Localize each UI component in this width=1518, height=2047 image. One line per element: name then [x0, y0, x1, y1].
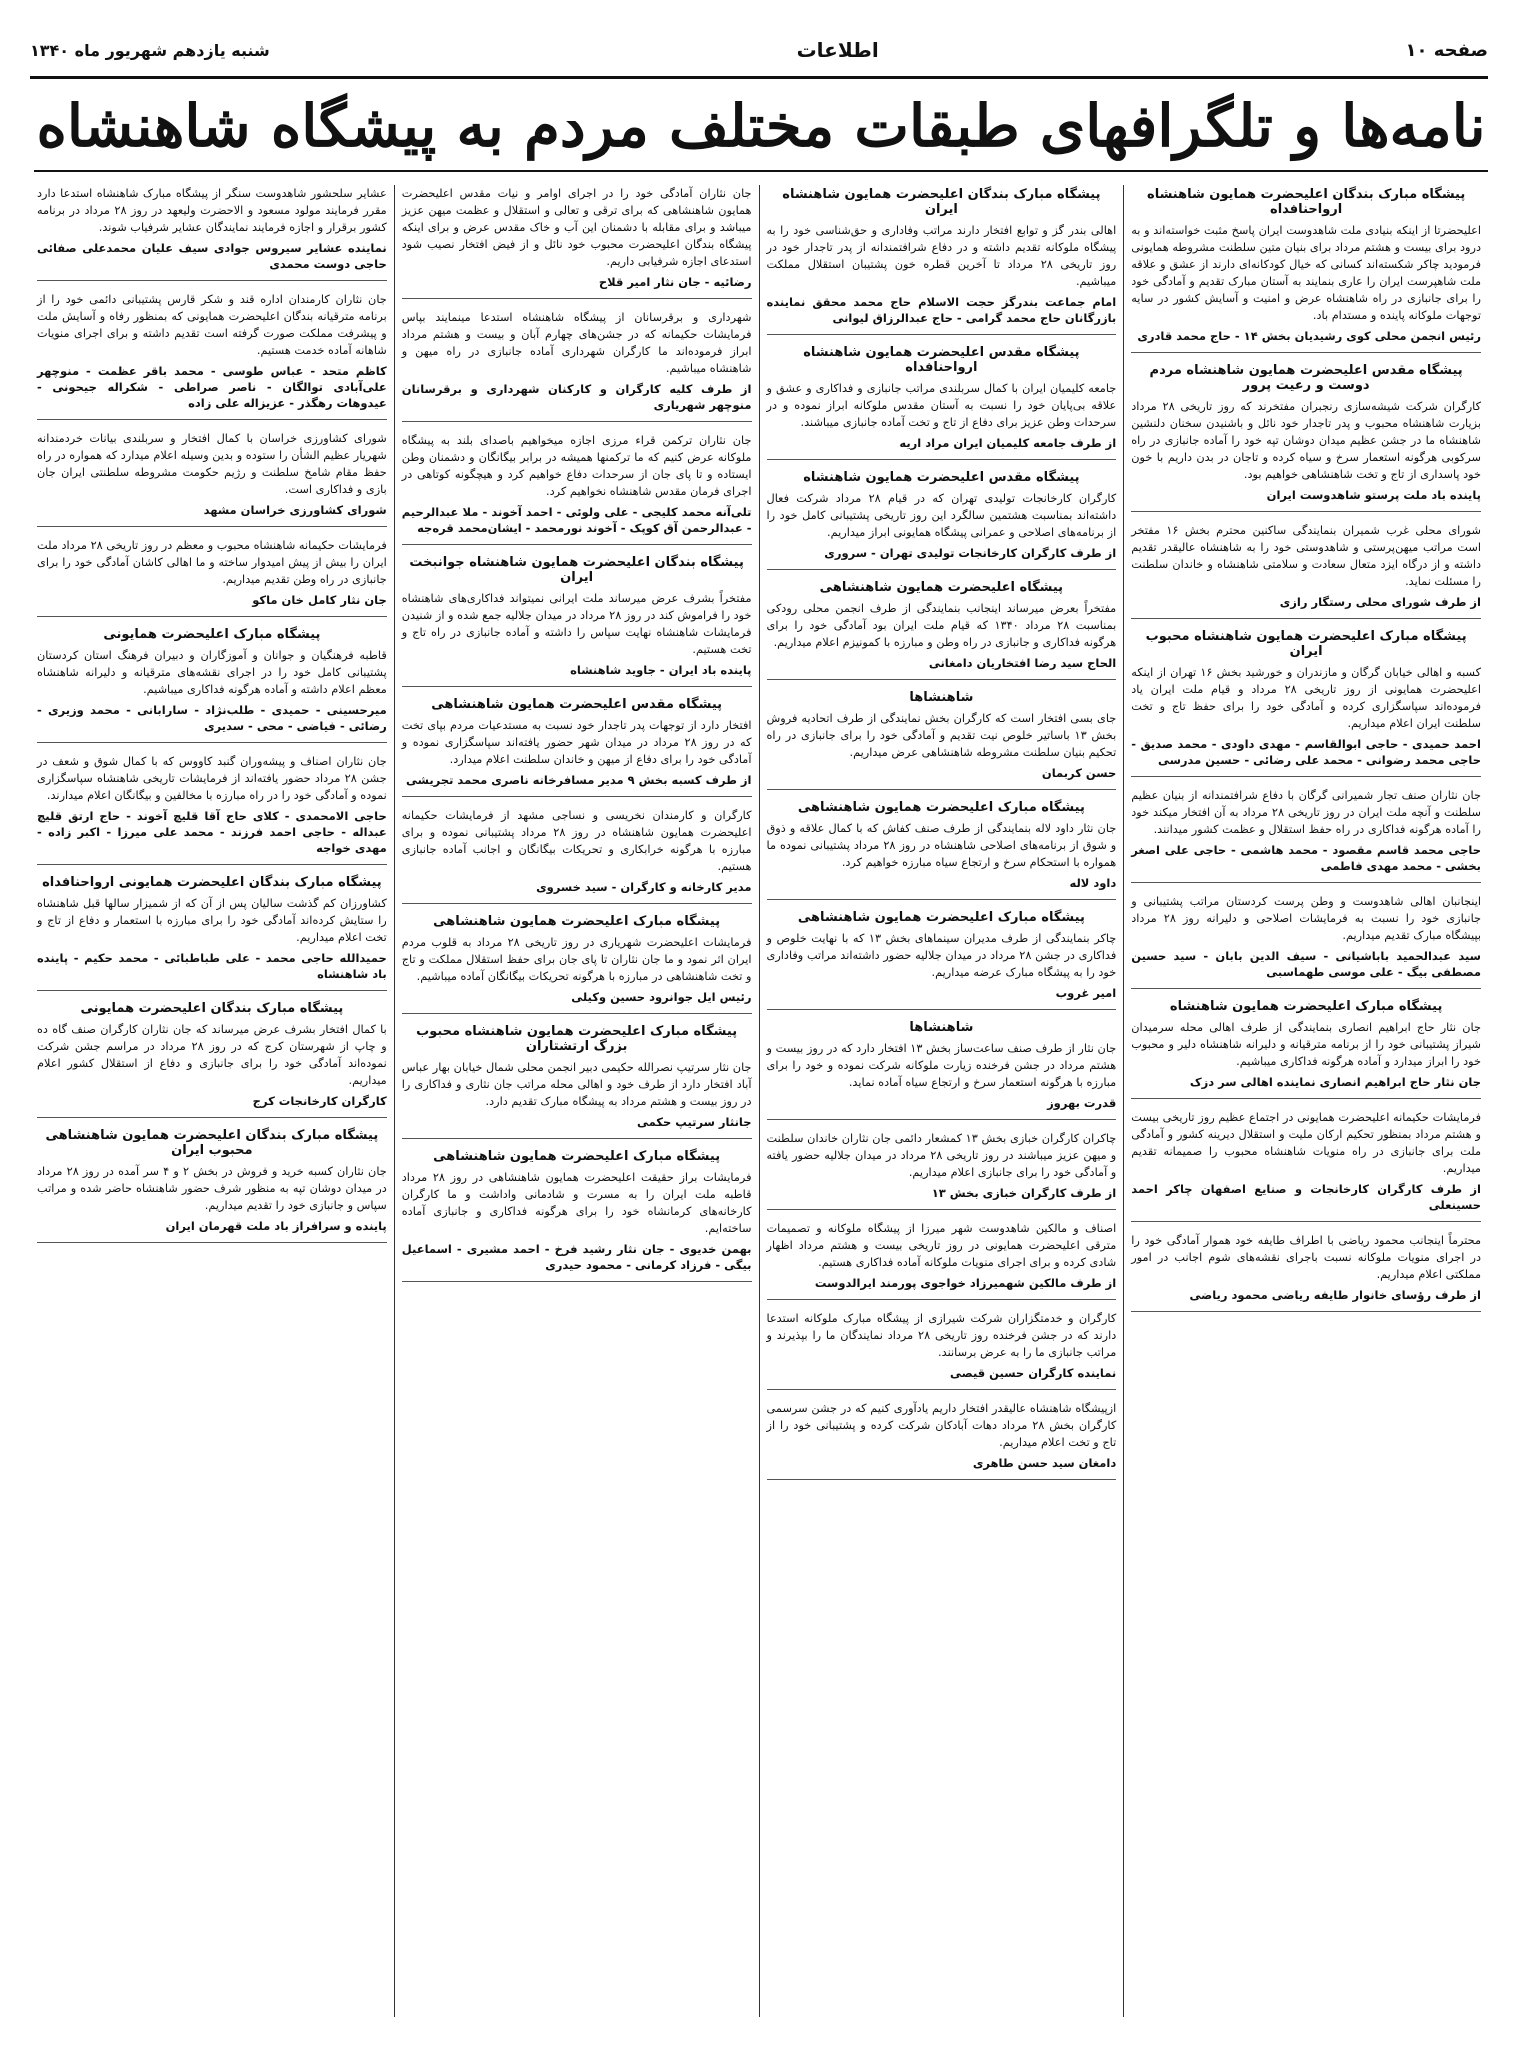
article-heading: پیشگاه مبارک بندگان اعلیحضرت همایون شاهنشاه ایران [782, 187, 1101, 217]
article-signature: نماینده کارگران حسین قیصی [949, 1366, 1117, 1380]
article-heading: پیشگاه مبارک اعلیحضرت همایون شاهنشاهی [433, 1149, 721, 1164]
article-body: جان نثاران صنف تجار شمیرانی گرگان با دفاع شرافتمندانه از بنیان عظیم سلطنت و آنچه ملت ایران در روز تاریخی ۲۸ مرداد به آن افتخار میکند خود را آماده هرگونه فداکاری در راه حفظ استقلال و عظمت کشور میدانند. [1131, 789, 1481, 836]
article-heading: پیشگاه مبارک بندگان اعلیحضرت همایون شاهنشاهی محبوب ایران [45, 1128, 379, 1158]
article-signature: پاینده باد ملت پرستو شاهدوست ایران [1266, 488, 1481, 502]
article-body: چاکران کارگران خبازی بخش ۱۳ کمشعار دائمی جان نثاران خاندان سلطنت و میهن عزیز میباشند در روز تاریخی ۲۸ مرداد در میدان جلالیه حضور یافته و آمادگی خود را برای جانبازی اعلام میداریم. [766, 1132, 1117, 1179]
article [37, 875, 387, 991]
article-signature: جان نثار حاج ابراهیم انصاری نماینده اهالی سر دزک [1189, 1075, 1481, 1089]
article-body: شهرداری و برقرسانان از پیشگاه شاهنشاه استدعا مینمایند بپاس فرمایشات حکیمانه که در جشن‌های چهارم آبان و بیست و هشتم مرداد ابراز فرموده‌اند ما کارگران شهرداری آماده جانبازی در راه میهن و شاهنشاه میباشیم. [401, 311, 752, 375]
article-signature: از طرف شورای محلی رستگار رازی [1279, 595, 1481, 609]
article [37, 627, 387, 743]
article-body: کشاورزان کم گذشت سالیان پس از آن که از شمیزار سالها قبل شاهنشاه را ستایش کرده‌اند آمادگی خود را برای مبارزه با استعمار و دفاع از تاج و تخت اعلام میداریم. [37, 897, 387, 944]
article-signature: از طرف رؤسای خانوار طایفه ریاضی محمود ریاضی [1189, 1288, 1481, 1302]
issue-date: شنبه یازدهم شهریور ماه ۱۳۴۰ [30, 40, 270, 60]
article-signature: حسن کربمان [1041, 766, 1117, 780]
article-body: مفتخراً بشرف عرض میرساند ملت ایرانی نمیتواند فداکاری‌های شاهنشاه خود را فراموش کند در روز ۲۸ مرداد در میدان جلالیه جمع شده و از شنیدن فرمایشات شاهنشاه نهایت سپاس را داشته و آماده جانبازی در راه تاج و تخت هستیم. [401, 592, 752, 656]
article-body: جامعه کلیمیان ایران با کمال سربلندی مراتب جانبازی و فداکاری و عشق و علاقه بی‌پایان خود را نسبت به آستان مقدس ملوکانه ابراز نموده و در سرحدات وطن عزیز برای دفاع از تاج و تخت آماده جانبازی میباشند. [766, 382, 1117, 429]
article-signature: از طرف کارگران خبازی بخش ۱۳ [931, 1186, 1117, 1200]
article-body: اهالی بندر گز و توابع افتخار دارند مراتب وفاداری و حق‌شناسی خود را به پیشگاه ملوکانه تقدیم داشته و در دفاع شرافتمندانه از پدر تاجدار خود در روز تاریخی ۲۸ مرداد تا آخرین قطره خون پشتیبان استقلال مملکت میباشیم. [766, 224, 1117, 288]
article-heading: پیشگاه مبارک اعلیحضرت همایون شاهنشاهی [433, 914, 721, 929]
article [37, 1128, 387, 1243]
article-body: فرمایشات براز حقیقت اعلیحضرت همایون شاهنشاهی در روز ۲۸ مرداد قاطبه ملت ایران را به مسرت و شادمانی واداشت و ما کارگران کارخانه‌های کرمانشاه خود را برای هرگونه فداکاری و جانبازی آماده ساخته‌ایم. [401, 1171, 752, 1235]
article [37, 185, 387, 281]
article-signature: رئیس انجمن محلی کوی رشیدیان بخش ۱۴ - حاج محمد قادری [1137, 329, 1481, 343]
article-heading: پیشگاه مبارک اعلیحضرت همایون شاهنشاه محبوب بزرگ ارتشتاران [416, 1024, 738, 1054]
article [402, 185, 752, 299]
article-body: جان نثار حاج ابراهیم انصاری بنمایندگی از طرف اهالی محله سرمیدان شیراز پشتیبانی خود را از برنامه مترقیانه و دلیرانه شاهنشاه دلیر و محبوب خود را ابراز میدارد و آماده هرگونه فداکاری میباشیم. [1131, 1021, 1481, 1068]
article-heading: پیشگاه مبارک اعلیحضرت همایون شاهنشاه [1169, 999, 1443, 1014]
article-signature: نماینده عشایر سیروس جوادی سیف علیان محمدعلی صفائی حاجی دوست محمدی [37, 241, 387, 271]
article [767, 1400, 1117, 1480]
article [402, 555, 752, 687]
article-body: جان نثار داود لاله بنمایندگی از طرف صنف کفاش که با کمال علاقه و ذوق و شوق از برنامه‌های اصلاحی شاهنشاه در روز ۲۸ مرداد پشتیبانی نموده ما همواره با استحکام سرخ و ارتجاع سیاه مبارزه خواهیم کرد. [766, 822, 1117, 869]
article [402, 807, 752, 904]
article-signature: قدرت بهروز [1047, 1096, 1117, 1110]
article-body: جان نثاران کسبه خرید و فروش در بخش ۲ و ۴ سر آمده در روز ۲۸ مرداد در میدان دوشان تپه به منظور شرف حضور شاهنشاه حاضر شده و مراتب سپاس و جانبازی خود را تقدیم میداریم. [37, 1165, 387, 1212]
article [402, 1024, 752, 1139]
article-body: ازپیشگاه شاهنشاه عالیقدر افتخار داریم یادآوری کنیم که در جشن سرسمی کارگران بخش ۲۸ مرداد دهات آبادکان شرکت کرده و پشتیبانی خود را از تاج و تخت اعلام میداریم. [766, 1402, 1117, 1449]
article-heading: پیشگاه مقدس اعلیحضرت همایون شاهنشاهی [431, 697, 723, 712]
article-body: جان نثار سرتیپ نصرالله حکیمی دبیر انجمن محلی شمال خیابان بهار عباس آباد افتخار دارد از طرف خود و اهالی محله مراتب جان نثاری و فداکاری را در روز بیست و هشتم مرداد به پیشگاه مبارک تقدیم دارد. [401, 1061, 752, 1108]
article [1131, 787, 1481, 883]
article [402, 697, 752, 797]
article-signature: جان نثار کامل خان ماکو [252, 593, 387, 607]
page-number: صفحه ۱۰ [1405, 39, 1488, 61]
article-signature: الحاج سید رضا افتخاریان دامغانی [928, 656, 1117, 670]
article-heading: پیشگاه مبارک اعلیحضرت همایون شاهنشاه محبوب ایران [1145, 629, 1467, 659]
article-heading: پیشگاه مبارک بندگان اعلیحضرت همایونی ارواحنافداه [42, 875, 382, 890]
article-body: کارگران و خدمتگزاران شرکت شیرازی از پیشگاه مبارک ملوکانه استدعا دارند که در جشن فرخنده روز تاریخی ۲۸ مرداد نمایندگان ما را بپذیرند و مراتب جانبازی ما را به عرض برسانند. [766, 1312, 1117, 1359]
article-body: چاکر بنمایندگی از طرف مدیران سینماهای بخش ۱۳ که با نهایت خلوص و فداکاری در جشن ۲۸ مرداد در میدان جلالیه حضور داشته‌اند مراتب وفاداری خود را به پیشگاه مبارک عرضه میداریم. [766, 932, 1117, 979]
article [767, 910, 1117, 1010]
article [37, 537, 387, 617]
article-signature: حاجی محمد قاسم مقصود - محمد هاشمی - حاجی علی اصغر بخشی - محمد مهدی فاطمی [1131, 843, 1481, 873]
article-body: افتخار دارد از توجهات پدر تاجدار خود نسبت به مستدعیات مردم بپای تخت که در روز ۲۸ مرداد در میدان شهر حضور یافته‌اند سپاسگزاری نموده و آمادگی خود را برای دفاع از میهن و خاندان سلطنت اعلام میدارد. [401, 719, 752, 766]
article [37, 291, 387, 420]
masthead [30, 30, 1488, 79]
article-signature: از طرف کارگران کارخانجات و صنایع اصفهان چاکر احمد حسینعلی [1131, 1182, 1481, 1212]
article [402, 914, 752, 1014]
article-signature: امیر غروب [1055, 986, 1117, 1000]
article [1131, 893, 1481, 989]
article-signature: احمد حمیدی - حاجی ابوالقاسم - مهدی داودی - محمد صدیق - حاجی محمد رضوانی - محمد علی رضائی - حسین مدرسی [1131, 737, 1481, 767]
article-heading: شاهنشاها [909, 690, 974, 705]
column-1 [1123, 185, 1488, 2017]
article-signature: رضائیه - جان نثار امیر قلاح [598, 275, 752, 289]
article-signature: کارگران کارخانجات کرج [252, 1094, 387, 1108]
article [767, 1310, 1117, 1390]
article [1131, 522, 1481, 619]
article-body: فرمایشات حکیمانه اعلیحضرت همایونی در اجتماع عظیم روز تاریخی بیست و هشتم مرداد بمنظور تحکیم ارکان ملیت و استقلال دیرینه کشور و آمادگی ملت برای جانبازی در راه منویات شاهنشاه محبوب را صمیمانه تقدیم میداریم. [1131, 1111, 1481, 1175]
article [402, 309, 752, 422]
article-body: شورای کشاورزی خراسان با کمال افتخار و سربلندی بیانات خردمندانه شهریار عظیم الشأن را ستوده و بدین وسیله اعلام میدارد که همواره در راه حفظ مقام شامخ سلطنت و رژیم حکومت مشروطه سلطنتی ایران جان بازی و فداکاری است. [37, 432, 387, 496]
article-body: جای بسی افتخار است که کارگران بخش نمایندگی از طرف اتحادیه فروش بخش ۱۳ باساتیر خلوص نیت تقدیم و آمادگی خود را برای جانبازی در راه تحکیم بنیان سلطنت مشروطه شاهنشاهی عرض میداریم. [766, 712, 1117, 759]
article [767, 1020, 1117, 1120]
headline-text: نامه‌ها و تلگرافهای طبقات مختلف مردم به پیشگاه شاهنشاه [36, 92, 1486, 160]
article-body: اینجانبان اهالی شاهدوست و وطن پرست کردستان مراتب پشتیبانی و جانبازی خود را نسبت به فرمایشات اصلاحی و دلیرانه روز ۲۸ مرداد بپیشگاه مبارک تقدیم میداریم. [1131, 895, 1481, 942]
article [767, 1220, 1117, 1300]
article-signature: سید عبدالحمید باباشیانی - سیف الدین بابان - سید حسین مصطفی بیگ - علی موسی طهماسبی [1131, 949, 1481, 979]
article-heading: شاهنشاها [909, 1020, 974, 1035]
article-signature: حمیدالله حاجی محمد - علی طباطبائی - محمد حکیم - پاینده باد شاهنشاه [37, 951, 387, 981]
article-body: عشایر سلحشور شاهدوست سنگر از پیشگاه مبارک شاهنشاه استدعا دارد مقرر فرمایند مولود مسعود و الاحضرت ولیعهد در روز ۲۸ مرداد در برنامه کشور برقرار و اجازه فرمایند نمایندگان عشایر شرفیاب شوند. [37, 187, 387, 234]
article-signature: تلی‌آنه محمد کلیجی - علی ولوئی - احمد آخوند - ملا عبدالرحیم - عبدالرحمن آق کوپک - آخوند نورمحمد - ایشان‌محمد قره‌جه [401, 505, 752, 535]
article-signature: پاینده باد ایران - جاوید شاهنشاه [570, 663, 752, 677]
article [767, 187, 1117, 335]
paper-name: اطلاعات [796, 38, 879, 62]
column-3 [394, 185, 759, 2017]
article-body: کارگران شرکت شیشه‌سازی رنجبران مفتخرند که روز تاریخی ۲۸ مرداد بزیارت شاهنشاه محبوب و پدر تاجدار خود نائل و باشنیدن سخنان دلنشین شاهنشاه ما در جشن عظیم میدان دوشان تپه خود را آماده جانبازی در راه سرکوبی هرگونه استعمار سرخ و سیاه کرده و تاجان در بدن داریم با خون خود پاسداری از تاج و تخت شاهنشاهی خواهیم بود. [1131, 400, 1481, 481]
article-body: محترماً اینجانب محمود ریاضی با اطراف طایفه خود هموار آمادگی خود را در اجرای منویات ملوکانه نسبت باجرای نقشه‌های شوم اجانب در امور مملکتی اعلام میداریم. [1131, 1234, 1481, 1281]
article [37, 430, 387, 527]
article [767, 1130, 1117, 1210]
article-signature: بهمن خدیوی - جان نثار رشید فرخ - احمد مشیری - اسماعیل بیگی - فرزاد کرمانی - محمود حیدری [401, 1242, 752, 1272]
article-signature: دامغان سید حسن طاهری [972, 1456, 1117, 1470]
article [1131, 999, 1481, 1099]
article [767, 470, 1117, 570]
article-signature: جانثار سرتیپ حکمی [636, 1115, 752, 1129]
article-signature: شورای کشاورزی خراسان مشهد [203, 503, 387, 517]
article-body: کسبه و اهالی خیابان گرگان و مازندران و خورشید بخش ۱۶ تهران از اینکه اعلیحضرت همایونی از روز تاریخی ۲۸ مرداد و قیام ملت ایران یاد فرموده‌اند سپاسگزاری کرده و آمادگی خود را برای حفظ تاج و تخت سلطنت ایران اعلام میداریم. [1131, 666, 1481, 730]
article-signature: میرحسینی - حمیدی - طلب‌نژاد - سارابانی - محمد وزیری - رضائی - فیاضی - محی - سدیری [37, 703, 387, 733]
article [402, 432, 752, 545]
article-heading: پیشگاه مبارک اعلیحضرت همایون شاهنشاهی [797, 800, 1085, 815]
article-signature: داود لاله [1069, 876, 1117, 890]
article-heading: پیشگاه مبارک بندگان اعلیحضرت همایونی [80, 1001, 344, 1016]
article-signature: از طرف کارگران کارخانجات تولیدی تهران - سروری [824, 546, 1117, 560]
article [1131, 363, 1481, 512]
article-body: فرمایشات حکیمانه شاهنشاه محبوب و معظم در روز تاریخی ۲۸ مرداد ملت ایران را بیش از پیش امیدوار ساخته و ما اهالی کاشان آمادگی خود را برای جانبازی در راه وطن تقدیم میداریم. [37, 539, 387, 586]
article-body: قاطبه فرهنگیان و جوانان و آموزگاران و دبیران فرهنگ استان کردستان پشتیبانی کامل خود را در اجرای نقشه‌های مترقیانه و دلیرانه شاهنشاه معظم اعلام داشته و آماده هرگونه فداکاری میباشیم. [37, 649, 387, 696]
article-body: فرمایشات اعلیحضرت شهریاری در روز تاریخی ۲۸ مرداد به قلوب مردم ایران اثر نمود و ما جان نثاران تا پای جان برای حفظ استقلال مملکت و تاج و تخت شاهنشاهی در مبارزه با هرگونه تحریکات بیگانگان آماده میباشیم. [401, 936, 752, 983]
article-body: کارگران و کارمندان نخریسی و نساجی مشهد از فرمایشات حکیمانه اعلیحضرت همایون شاهنشاه در روز ۲۸ مرداد پشتیبانی نموده و برای مبارزه با هرگونه خرابکاری و تحریکات بیگانگان و اجانب آماده جانبازی هستیم. [401, 809, 752, 873]
article-body: جان نثاران کارمندان اداره قند و شکر قارس پشتیبانی دائمی خود را از برنامه مترقیانه بندگان اعلیحضرت همایونی که بمنظور رفاه و آسایش ملت و پیشرفت مملکت صورت گرفته است تقدیم داشته و برای اجرای منویات شاهانه آماده خدمت هستیم. [37, 293, 387, 357]
article [37, 1001, 387, 1118]
article-signature: رئیس ایل جوانرود حسین وکیلی [571, 990, 752, 1004]
article-heading: پیشگاه مبارک اعلیحضرت همایونی [103, 627, 321, 642]
article-signature: از طرف کسبه بخش ۹ مدیر مسافرخانه ناصری محمد تجریشی [406, 773, 752, 787]
article [1131, 1232, 1481, 1312]
article-signature: کاظم متحد - عباس طوسی - محمد باقر عظمت - منوچهر علی‌آبادی توالگان - ناصر صراطی - شکراله جیحونی - عیدوهات رهگذر - عزیزاله علی زاده [37, 364, 387, 410]
article-heading: پیشگاه مقدس اعلیحضرت همایون شاهنشاه [803, 470, 1080, 485]
article [767, 800, 1117, 900]
article [767, 345, 1117, 460]
column-4 [30, 185, 394, 2017]
article-heading: پیشگاه مقدس اعلیحضرت همایون شاهنشاه ارواحنافداه [803, 345, 1080, 375]
article-signature: پاینده و سرافراز باد ملت قهرمان ایران [165, 1219, 387, 1233]
article-body: جان نثاران اصناف و پیشه‌وران گنبد کاووس که با کمال شوق و شعف در جشن ۲۸ مرداد حضور یافته‌اند از فرمایشات تاریخی شاهنشاه سپاسگزاری نموده و آمادگی خود را در راه مبارزه با مخالفین و بیگانگان اعلام میدارند. [37, 755, 387, 802]
article-heading: پیشگاه اعلیحضرت همایون شاهنشاهی [819, 580, 1064, 595]
article [767, 580, 1117, 680]
article-body: جان نثاران آمادگی خود را در اجرای اوامر و نیات مقدس اعلیحضرت همایون شاهنشاهی که برای ترقی و تعالی و استقلال و عظمت میهن عزیز میباشد و برای مقابله با دشمنان این آب و خاک مقدس عرض و برای اینکه پیشگاه بندگان اعلیحضرت محبوب خود نائل و از فیض افتخار نصیب شود استدعای اجازه شرفیابی داریم. [401, 187, 752, 268]
article-signature: امام جماعت بندرگز حجت الاسلام حاج محمد محقق نماینده بازرگانان حاج محمد گرامی - حاج عبدالرزاق لیوانی [766, 295, 1117, 325]
article [37, 753, 387, 865]
article-body: کارگران کارخانجات تولیدی تهران که در قیام ۲۸ مرداد شرکت فعال داشته‌اند بمناسبت هشتمین سالگرد این روز تاریخی پشتیبانی کامل خود را از برنامه‌های اصلاحی و عمرانی پیشگاه همایونی ابراز میداریم. [766, 492, 1117, 539]
column-2 [759, 185, 1124, 2017]
article-body: اصناف و مالکین شاهدوست شهر میرزا از پیشگاه ملوکانه و تصمیمات مترقی اعلیحضرت همایونی در روز تاریخی بیست و هشتم مرداد اظهار شادی کرده و برای اجرای منویات ملوکانه آماده فداکاری هستیم. [766, 1222, 1117, 1269]
article-body: جان نثاران ترکمن قراء مرزی اجازه میخواهیم باصدای بلند به پیشگاه ملوکانه عرض کنیم که ما ترکمنها همیشه در برابر بیگانگان و دشمنان وطن ایستاده و تا پای جان از سرحدات دفاع خواهیم کرد و هیچگونه کوتاهی در اجرای فرمان مقدس شاهنشاه نخواهیم کرد. [401, 434, 752, 498]
article-signature: حاجی الامحمدی - کلای حاج آقا قلیچ آخوند - حاج ارتق قلیچ عبداله - حاجی احمد فرزند - محمد علی میرزا - اکبر زاده - مهدی خواجه [37, 809, 387, 855]
article-columns [30, 185, 1488, 2017]
article [767, 690, 1117, 790]
article-signature: از طرف مالکین شهمیرزاد خواجوی پورمند ایرالدوست [814, 1276, 1117, 1290]
article-body: با کمال افتخار بشرف عرض میرساند که جان نثاران کارگران صنف گاه ده و چاپ از شهرستان کرج که در روز ۲۸ مرداد در مراسم جشن شرکت نموده‌اند آمادگی خود را برای جانبازی و دفاع از استقلال کشور اعلام میداریم. [37, 1023, 387, 1087]
article [1131, 629, 1481, 777]
article [402, 1149, 752, 1282]
page-headline [34, 82, 1488, 172]
article-body: شورای محلی غرب شمیران بنمایندگی ساکنین محترم بخش ۱۶ مفتخر است مراتب میهن‌پرستی و شاهدوستی خود را به شاهنشاه عالیقدر تقدیم داشته و از درگاه ایزد متعال سعادت و سلامتی شاهنشاه و خاندان سلطنت را مسئلت نماید. [1131, 524, 1481, 588]
article-heading: پیشگاه مقدس اعلیحضرت همایون شاهنشاه مردم دوست و رعیت پرور [1149, 363, 1463, 393]
article [1131, 187, 1481, 353]
article-heading: پیشگاه مبارک اعلیحضرت همایون شاهنشاهی [797, 910, 1085, 925]
article-body: مفتخراً بعرض میرساند اینجانب بنمایندگی از طرف انجمن محلی رودکی بمناسبت ۲۸ مرداد ۱۳۴۰ که قیام ملت ایران بود آمادگی خود را برای هرگونه فداکاری و جانبازی در راه وطن و مبارزه با کمونیزم اعلام میداریم. [766, 602, 1117, 649]
article-heading: پیشگاه بندگان اعلیحضرت همایون شاهنشاه جوانبخت ایران [409, 555, 744, 585]
article-signature: از طرف جامعه کلیمیان ایران مراد اریه [899, 436, 1117, 450]
article-signature: از طرف کلیه کارگران و کارکنان شهرداری و برقرسانان منوچهر شهریاری [401, 382, 752, 412]
article [1131, 1109, 1481, 1222]
article-signature: مدیر کارخانه و کارگران - سید خسروی [536, 880, 752, 894]
article-body: اعلیحضرتا از اینکه بنیادی ملت شاهدوست ایران پاسخ مثبت خواسته‌اند و به درود برای بیست و هشتم مرداد برای بنیان متین سلطنت مشروطه همایونی فرمودید چاکر شکسته‌اند کسانی که خیال کودکانه‌ای دارند از عشق و علاقه ملت شاهپرست ایران را عاری بنمایند به آستان مبارک تقدیم و آمادگی خود را برای جانبازی در راه شاهنشاه عرض و امنیت و آسایش کشور در سایه توجهات ملوکانه پاینده و مستدام باد. [1131, 224, 1481, 322]
article-heading: پیشگاه مبارک بندگان اعلیحضرت همایون شاهنشاه ارواحنافداه [1147, 187, 1466, 217]
article-body: جان نثار از طرف صنف ساعت‌ساز بخش ۱۳ افتخار دارد که در روز بیست و هشتم مرداد در جشن فرخنده زیارت ملوکانه شرکت نموده و خود را برای مبارزه با هرگونه استعمار سرخ و ارتجاع سیاه آماده نماید. [766, 1042, 1117, 1089]
